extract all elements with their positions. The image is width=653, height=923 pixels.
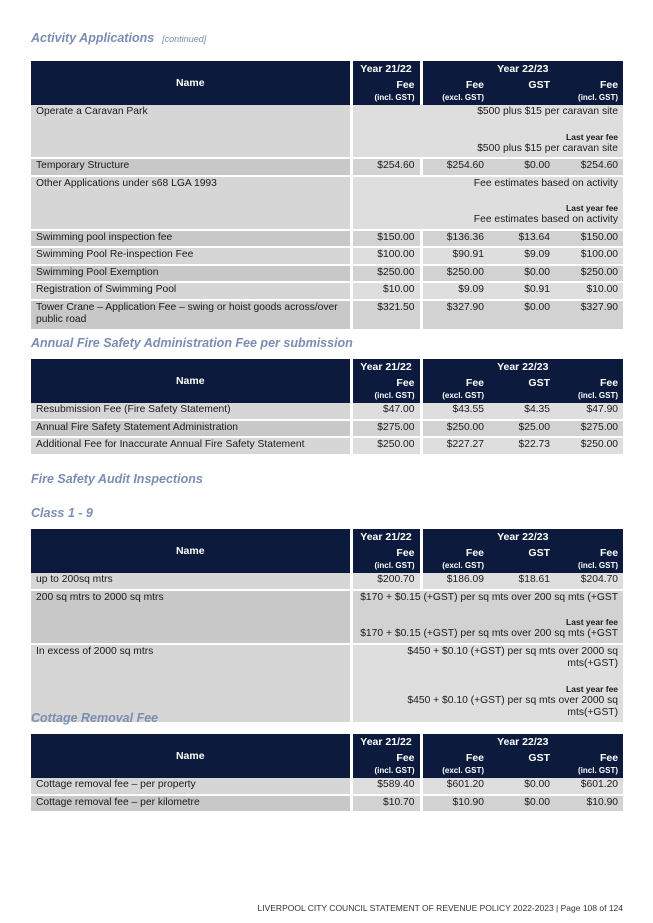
fee-prev-incl-gst: $47.00 (351, 403, 421, 420)
row-name: up to 200sq mtrs (31, 573, 351, 590)
column-header-fee: Fee (421, 545, 489, 561)
row-fee-description (351, 590, 623, 644)
fee-incl-gst: $601.20 (555, 778, 623, 795)
row-name: Annual Fire Safety Statement Administration (31, 420, 351, 438)
fee-excl-gst: $186.09 (421, 573, 489, 590)
column-subheader-incl-gst: (incl. GST) (351, 391, 421, 403)
row-name: Registration of Swimming Pool (31, 282, 351, 300)
header-row (31, 529, 623, 545)
column-subheader-blank (489, 766, 555, 778)
column-header-fee: Fee (421, 77, 489, 93)
current-fee-text: $450 + $0.10 (+GST) per sq mts over 2000 sq mts(+GST) (407, 645, 619, 669)
fee-excl-gst: $227.27 (421, 437, 489, 455)
fee-incl-gst: $10.00 (555, 282, 623, 300)
column-header-fee: Fee (555, 545, 623, 561)
last-year-fee-text: $170 + $0.15 (+GST) per sq mts over 200 sq mts (+GST (360, 628, 619, 639)
row-name: Resubmission Fee (Fire Safety Statement) (31, 403, 351, 420)
fee-incl-gst: $204.70 (555, 573, 623, 590)
table-row (31, 176, 623, 230)
row-name: Cottage removal fee – per property (31, 778, 351, 795)
table-row (31, 247, 623, 265)
column-subheader-incl-gst: (incl. GST) (351, 561, 421, 573)
column-subheader-excl-gst: (excl. GST) (421, 93, 489, 105)
column-subheader-excl-gst: (excl. GST) (421, 561, 489, 573)
fee-excl-gst: $601.20 (421, 778, 489, 795)
fee-prev-incl-gst: $150.00 (351, 230, 421, 248)
section-title-text: Activity Applications (31, 31, 155, 45)
page-footer: LIVERPOOL CITY COUNCIL STATEMENT OF REVENUE POLICY 2022-2023 | Page 108 of 124 (257, 903, 623, 913)
row-name: Cottage removal fee – per kilometre (31, 795, 351, 813)
fee-prev-incl-gst: $10.00 (351, 282, 421, 300)
current-fee-text: $500 plus $15 per caravan site (477, 106, 619, 117)
fee-prev-incl-gst: $254.60 (351, 158, 421, 176)
fee-prev-incl-gst: $10.70 (351, 795, 421, 813)
column-header-fee: Fee (421, 375, 489, 391)
column-subheader-incl-gst: (incl. GST) (555, 561, 623, 573)
fee-excl-gst: $327.90 (421, 300, 489, 330)
column-subheader-blank (489, 391, 555, 403)
table-row (31, 105, 623, 158)
table-row (31, 590, 623, 644)
fee-incl-gst: $47.90 (555, 403, 623, 420)
fee-incl-gst: $250.00 (555, 265, 623, 283)
fee-incl-gst: $150.00 (555, 230, 623, 248)
fee-excl-gst: $10.90 (421, 795, 489, 813)
table-row (31, 230, 623, 248)
column-header-fee: Fee (421, 750, 489, 766)
row-name: Swimming Pool Re-inspection Fee (31, 247, 351, 265)
column-header-year-curr: Year 22/23 (421, 61, 623, 77)
gst-amount: $0.00 (489, 158, 555, 176)
table-row (31, 158, 623, 176)
column-header-name: Name (31, 61, 351, 105)
table-row (31, 282, 623, 300)
column-header-year-curr: Year 22/23 (421, 734, 623, 750)
last-year-fee-text: Fee estimates based on activity (473, 214, 619, 225)
fee-incl-gst: $327.90 (555, 300, 623, 330)
gst-amount: $4.35 (489, 403, 555, 420)
last-year-label: Last year fee (566, 131, 619, 142)
gst-amount: $9.09 (489, 247, 555, 265)
column-header-year-prev: Year 21/22 (351, 529, 421, 545)
cottage-removal-table (31, 734, 623, 813)
column-header-gst: GST (489, 375, 555, 391)
fee-prev-incl-gst: $200.70 (351, 573, 421, 590)
row-name: Operate a Caravan Park (31, 105, 351, 158)
continued-label: [continued] (162, 34, 207, 44)
table-row (31, 403, 623, 420)
fee-excl-gst: $9.09 (421, 282, 489, 300)
column-subheader-incl-gst: (incl. GST) (555, 766, 623, 778)
table-row (31, 573, 623, 590)
fee-excl-gst: $136.36 (421, 230, 489, 248)
table-row (31, 265, 623, 283)
current-fee-text: Fee estimates based on activity (473, 177, 619, 189)
row-name: Temporary Structure (31, 158, 351, 176)
gst-amount: $18.61 (489, 573, 555, 590)
column-header-fee: Fee (351, 545, 421, 561)
section-title-fire-admin: Annual Fire Safety Administration Fee per submission (31, 336, 353, 350)
column-header-fee: Fee (555, 750, 623, 766)
row-name: Swimming Pool Exemption (31, 265, 351, 283)
fee-prev-incl-gst: $250.00 (351, 437, 421, 455)
row-name: Additional Fee for Inaccurate Annual Fire Safety Statement (31, 437, 351, 455)
table-row (31, 300, 623, 330)
fee-incl-gst: $275.00 (555, 420, 623, 438)
column-subheader-incl-gst: (incl. GST) (555, 93, 623, 105)
fire-admin-table (31, 359, 623, 456)
column-header-name: Name (31, 529, 351, 573)
gst-amount: $0.91 (489, 282, 555, 300)
last-year-fee-text: $500 plus $15 per caravan site (477, 142, 619, 154)
table-row (31, 795, 623, 813)
row-name: In excess of 2000 sq mtrs (31, 644, 351, 723)
section-subtitle-class: Class 1 - 9 (31, 506, 93, 520)
fee-incl-gst: $254.60 (555, 158, 623, 176)
gst-amount: $0.00 (489, 265, 555, 283)
fee-incl-gst: $100.00 (555, 247, 623, 265)
gst-amount: $25.00 (489, 420, 555, 438)
column-subheader-incl-gst: (incl. GST) (351, 93, 421, 105)
column-header-year-curr: Year 22/23 (421, 529, 623, 545)
fee-prev-incl-gst: $250.00 (351, 265, 421, 283)
column-header-gst: GST (489, 77, 555, 93)
last-year-fee-text: $450 + $0.10 (+GST) per sq mts over 2000 sq mts(+GST) (407, 694, 619, 718)
column-header-year-prev: Year 21/22 (351, 61, 421, 77)
column-subheader-incl-gst: (incl. GST) (351, 766, 421, 778)
last-year-label: Last year fee (566, 617, 619, 627)
column-header-name: Name (31, 734, 351, 778)
fire-audit-table (31, 529, 623, 724)
column-subheader-blank (489, 561, 555, 573)
section-title-cottage: Cottage Removal Fee (31, 711, 159, 725)
column-header-fee: Fee (351, 750, 421, 766)
fee-prev-incl-gst: $589.40 (351, 778, 421, 795)
column-subheader-excl-gst: (excl. GST) (421, 766, 489, 778)
row-name: 200 sq mtrs to 2000 sq mtrs (31, 590, 351, 644)
column-header-fee: Fee (555, 375, 623, 391)
column-header-gst: GST (489, 545, 555, 561)
column-header-year-prev: Year 21/22 (351, 359, 421, 375)
column-subheader-incl-gst: (incl. GST) (555, 391, 623, 403)
section-title-fire-audit: Fire Safety Audit Inspections (31, 472, 203, 486)
fee-excl-gst: $90.91 (421, 247, 489, 265)
fee-prev-incl-gst: $100.00 (351, 247, 421, 265)
gst-amount: $0.00 (489, 795, 555, 813)
fee-excl-gst: $43.55 (421, 403, 489, 420)
gst-amount: $13.64 (489, 230, 555, 248)
gst-amount: $0.00 (489, 778, 555, 795)
column-subheader-excl-gst: (excl. GST) (421, 391, 489, 403)
column-header-fee: Fee (351, 375, 421, 391)
row-fee-description (351, 105, 623, 158)
table-row (31, 778, 623, 795)
column-header-gst: GST (489, 750, 555, 766)
table-row (31, 437, 623, 455)
header-row (31, 734, 623, 750)
gst-amount: $22.73 (489, 437, 555, 455)
row-fee-description (351, 644, 623, 723)
column-header-name: Name (31, 359, 351, 403)
last-year-label: Last year fee (566, 683, 619, 694)
column-header-fee: Fee (351, 77, 421, 93)
column-header-year-curr: Year 22/23 (421, 359, 623, 375)
row-name: Other Applications under s68 LGA 1993 (31, 176, 351, 230)
fee-prev-incl-gst: $321.50 (351, 300, 421, 330)
gst-amount: $0.00 (489, 300, 555, 330)
fee-excl-gst: $250.00 (421, 420, 489, 438)
section-title-activity-applications (31, 31, 206, 45)
row-name: Tower Crane – Application Fee – swing or hoist goods across/over public road (31, 300, 351, 330)
fee-prev-incl-gst: $275.00 (351, 420, 421, 438)
current-fee-text: $170 + $0.15 (+GST) per sq mts over 200 sq mts (+GST (360, 591, 619, 603)
fee-incl-gst: $250.00 (555, 437, 623, 455)
row-fee-description (351, 176, 623, 230)
row-name: Swimming pool inspection fee (31, 230, 351, 248)
column-header-fee: Fee (555, 77, 623, 93)
fee-excl-gst: $254.60 (421, 158, 489, 176)
header-row (31, 61, 623, 77)
last-year-label: Last year fee (566, 203, 619, 213)
header-row (31, 359, 623, 375)
fee-excl-gst: $250.00 (421, 265, 489, 283)
column-subheader-blank (489, 93, 555, 105)
table-row (31, 420, 623, 438)
column-header-year-prev: Year 21/22 (351, 734, 421, 750)
fee-incl-gst: $10.90 (555, 795, 623, 813)
activity-applications-table (31, 61, 623, 331)
